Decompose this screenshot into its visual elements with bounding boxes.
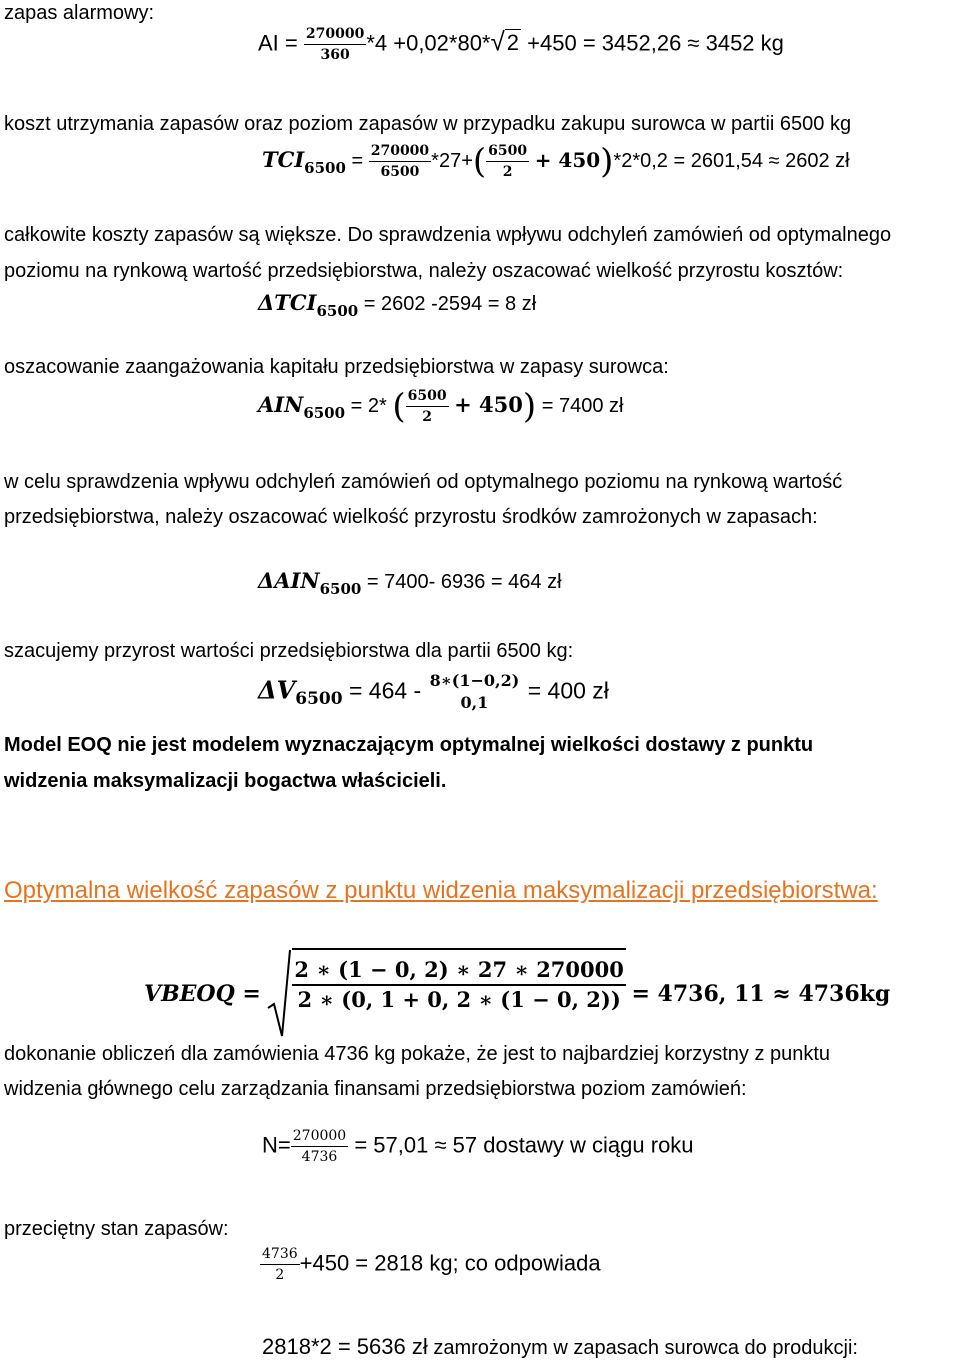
ai-formula xyxy=(258,26,784,63)
delta-v-formula: $\Delta V_{6500} = 464$ - 8∗(1−0,2) 0,1 = 400 zł xyxy=(258,671,609,713)
tci-fraction: $\frac{270000}{6500}$ xyxy=(370,143,430,181)
conclusion-line-1: Model EOQ nie jest modelem wyznaczającym optymalnej wielkości dostawy z punktu xyxy=(4,734,814,756)
vbeoq-sqrt: $\frac{2 ∗ (1 - 0, 2) ∗ 27 ∗ 270000}{2 ∗ (0, 1 + 0, 2 ∗ (1 - 0, 2))}$ xyxy=(266,948,625,1040)
sqrt-arg: 2 xyxy=(506,30,520,56)
delta-tci-formula: $\Delta TCI_{6500} = 2602$ -2594 = 8 zł xyxy=(258,290,537,320)
section-heading: Optymalna wielkość zapasów z punktu widzenia maksymalizacji przedsiębiorstwa: xyxy=(4,877,878,904)
paragraph-2-line-1: w celu sprawdzenia wpływu odchyleń zamówień od optymalnego poziomu na rynkową wartość xyxy=(4,471,843,493)
paragraph-3-line-1: dokonanie obliczeń dla zamówienia 4736 kg pokaże, że jest to najbardziej korzystny z punktu xyxy=(4,1043,831,1065)
ai-fraction: $\frac{270000}{360}$ xyxy=(305,26,365,64)
paragraph-1-line-2: poziomu na rynkową wartość przedsiębiorstwa, należy oszacować wielkość przyrostu kosztów: xyxy=(4,260,844,282)
average-stock-formula: $\frac{4736}{2}$ +450 = 2818 kg; co odpowiada xyxy=(262,1246,601,1284)
capital-engagement-label: oszacowanie zaangażowania kapitału przedsiębiorstwa w zapasy surowca: xyxy=(4,356,669,378)
ai-rest: *4 +0,02*80* xyxy=(366,30,491,56)
ai-tail: +450 = 3452,26 ≈ 3452 kg xyxy=(527,30,784,56)
vbeoq-formula: VBEOQ = $\frac{2 ∗ (1 - 0, 2) ∗ 27 ∗ 270000}{2 ∗ (0, 1 + 0, 2 ∗ (1 - 0, 2))}$ = 4736, 11 ≈ 4736kg xyxy=(144,948,890,1040)
holding-cost-label: koszt utrzymania zapasów oraz poziom zapasów w przypadku zakupu surowca w partii 6500 kg xyxy=(4,113,852,135)
paragraph-2-line-2: przedsiębiorstwa, należy oszacować wielkość przyrostu środków zamrożonych w zapasach: xyxy=(4,506,818,528)
sqrt-sign: √ xyxy=(490,26,505,57)
dv-fraction: 8∗(1−0,2) 0,1 xyxy=(429,671,520,713)
average-stock-label: przeciętny stan zapasów: xyxy=(4,1218,229,1240)
tci-symbol: TCI xyxy=(262,146,305,172)
alarm-stock-label: zapas alarmowy: xyxy=(4,2,155,24)
ai-lhs: AI = xyxy=(258,30,298,56)
paragraph-1-line-1: całkowite koszty zapasów są większe. Do sprawdzenia wpływu odchyleń zamówień od optymalnego xyxy=(4,224,892,246)
value-increase-label: szacujemy przyrost wartości przedsiębiorstwa dla partii 6500 kg: xyxy=(4,640,574,662)
deliveries-formula: N= $\frac{270000}{4736}$ = 57,01 ≈ 57 dostawy w ciągu roku xyxy=(262,1128,694,1166)
ain-formula: $AIN_{6500} = 2*$ ( $\frac{6500}{2}$ + 450) = 7400 zł xyxy=(258,386,624,427)
frozen-capital-line: 2818*2 = 5636 zł zamrożonym w zapasach surowca do produkcji: xyxy=(262,1334,858,1359)
delta-ain-formula: $\Delta AIN_{6500} = 7400-$ 6936 = 464 zł xyxy=(258,568,562,598)
paragraph-3-line-2: widzenia głównego celu zarządzania finansami przedsiębiorstwa poziom zamówień: xyxy=(4,1078,747,1100)
tci-formula: $TCI_{6500}$ = $\frac{270000}{6500}$ *27+( $\frac{6500}{2}$ + 450)*2*0,2 = 2601,54 ≈ 2602 zł xyxy=(262,141,850,182)
radical-sign-icon xyxy=(266,948,292,1040)
conclusion-line-2: widzenia maksymalizacji bogactwa właścicieli. xyxy=(4,770,447,792)
